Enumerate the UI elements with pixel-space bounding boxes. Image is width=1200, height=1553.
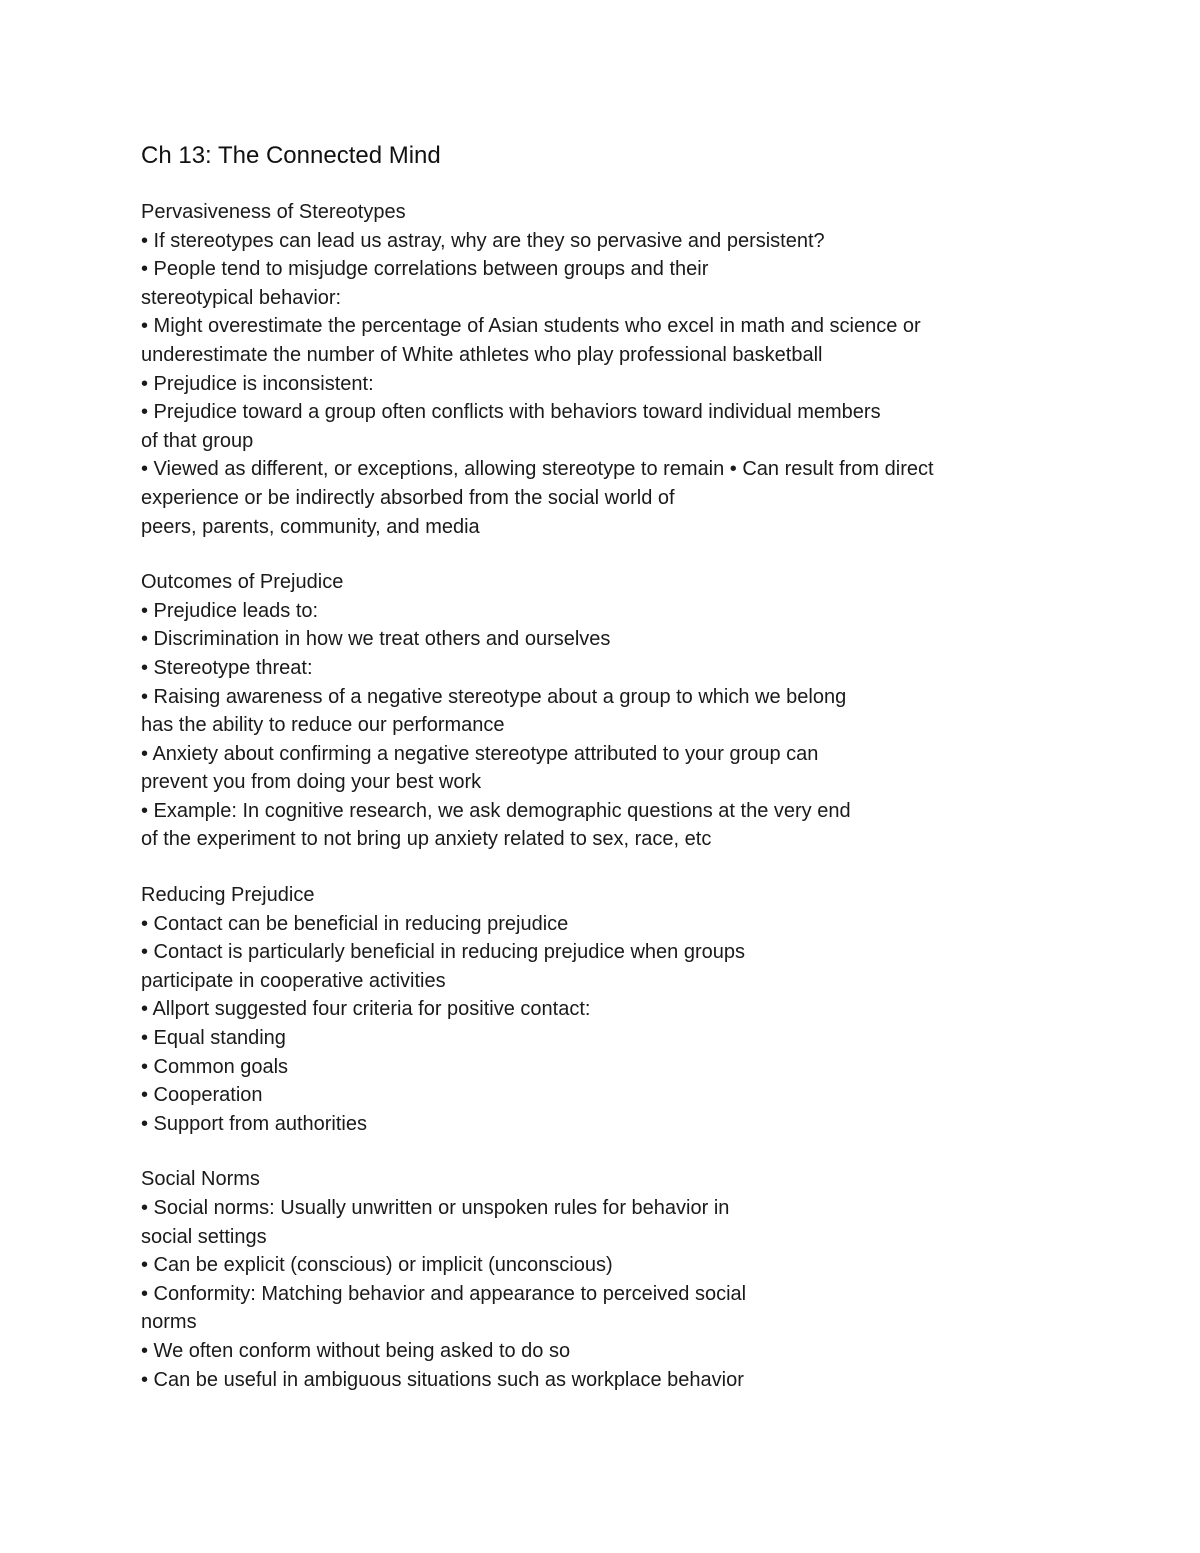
bullet-line: stereotypical behavior: [141, 286, 342, 309]
bullet-line: • Prejudice toward a group often conflicts with behaviors toward individual members [141, 401, 881, 424]
bullet-line: • Might overestimate the percentage of Asian students who excel in math and science or [141, 315, 921, 338]
bullet-line: • Raising awareness of a negative stereotype about a group to which we belong [141, 685, 847, 708]
bullet-line: • Anxiety about confirming a negative stereotype attributed to your group can [141, 742, 819, 765]
section-heading: Outcomes of Prejudice [141, 571, 344, 594]
bullet-line: • Common goals [141, 1055, 289, 1078]
bullet-line: experience or be indirectly absorbed from the social world of [141, 486, 675, 509]
bullet-line: • Equal standing [141, 1027, 286, 1050]
document-page [141, 140, 1041, 1421]
bullet-line: • Can be explicit (conscious) or implicit (unconscious) [141, 1254, 613, 1277]
bullet-line: • Discrimination in how we treat others and ourselves [141, 628, 611, 651]
bullet-line: peers, parents, community, and media [141, 515, 480, 538]
bullet-line: • Support from authorities [141, 1112, 367, 1135]
section-heading: Pervasiveness of Stereotypes [141, 201, 406, 223]
bullet-line: • If stereotypes can lead us astray, why are they so pervasive and persistent? [141, 229, 825, 252]
bullet-line: • Prejudice is inconsistent: [141, 372, 374, 395]
bullet-line: • Social norms: Usually unwritten or unspoken rules for behavior in [141, 1197, 730, 1219]
bullet-line: underestimate the number of White athletes who play professional basketball [141, 343, 823, 366]
bullet-line: participate in cooperative activities [141, 969, 446, 992]
bullet-line: • Prejudice leads to: [141, 599, 319, 622]
bullet-line: of the experiment to not bring up anxiety related to sex, race, etc [141, 828, 712, 851]
bullet-line: • Contact can be beneficial in reducing prejudice [141, 912, 569, 935]
section [141, 1165, 1041, 1394]
bullet-line: • People tend to misjudge correlations between groups and their [141, 258, 709, 281]
document-body [141, 198, 1041, 1394]
bullet-line: prevent you from doing your best work [141, 771, 482, 794]
bullet-line: • Allport suggested four criteria for positive contact: [141, 998, 591, 1021]
section [141, 198, 1041, 541]
section [141, 881, 1041, 1138]
section-heading: Social Norms [141, 1168, 260, 1191]
bullet-line: • Contact is particularly beneficial in reducing prejudice when groups [141, 941, 745, 964]
bullet-line: • Can be useful in ambiguous situations such as workplace behavior [141, 1368, 744, 1391]
bullet-line: social settings [141, 1225, 267, 1248]
bullet-line: • Viewed as different, or exceptions, allowing stereotype to remain • Can result from direct [141, 458, 934, 481]
document-title: Ch 13: The Connected Mind [141, 142, 441, 169]
section-heading: Reducing Prejudice [141, 884, 315, 907]
bullet-line: has the ability to reduce our performance [141, 714, 505, 737]
bullet-line: of that group [141, 429, 254, 452]
section [141, 568, 1041, 854]
bullet-line: • We often conform without being asked to do so [141, 1339, 571, 1362]
bullet-line: • Example: In cognitive research, we ask demographic questions at the very end [141, 799, 851, 822]
bullet-line: • Conformity: Matching behavior and appearance to perceived social [141, 1282, 747, 1305]
bullet-line: norms [141, 1311, 197, 1334]
bullet-line: • Stereotype threat: [141, 656, 313, 679]
bullet-line: • Cooperation [141, 1084, 263, 1107]
